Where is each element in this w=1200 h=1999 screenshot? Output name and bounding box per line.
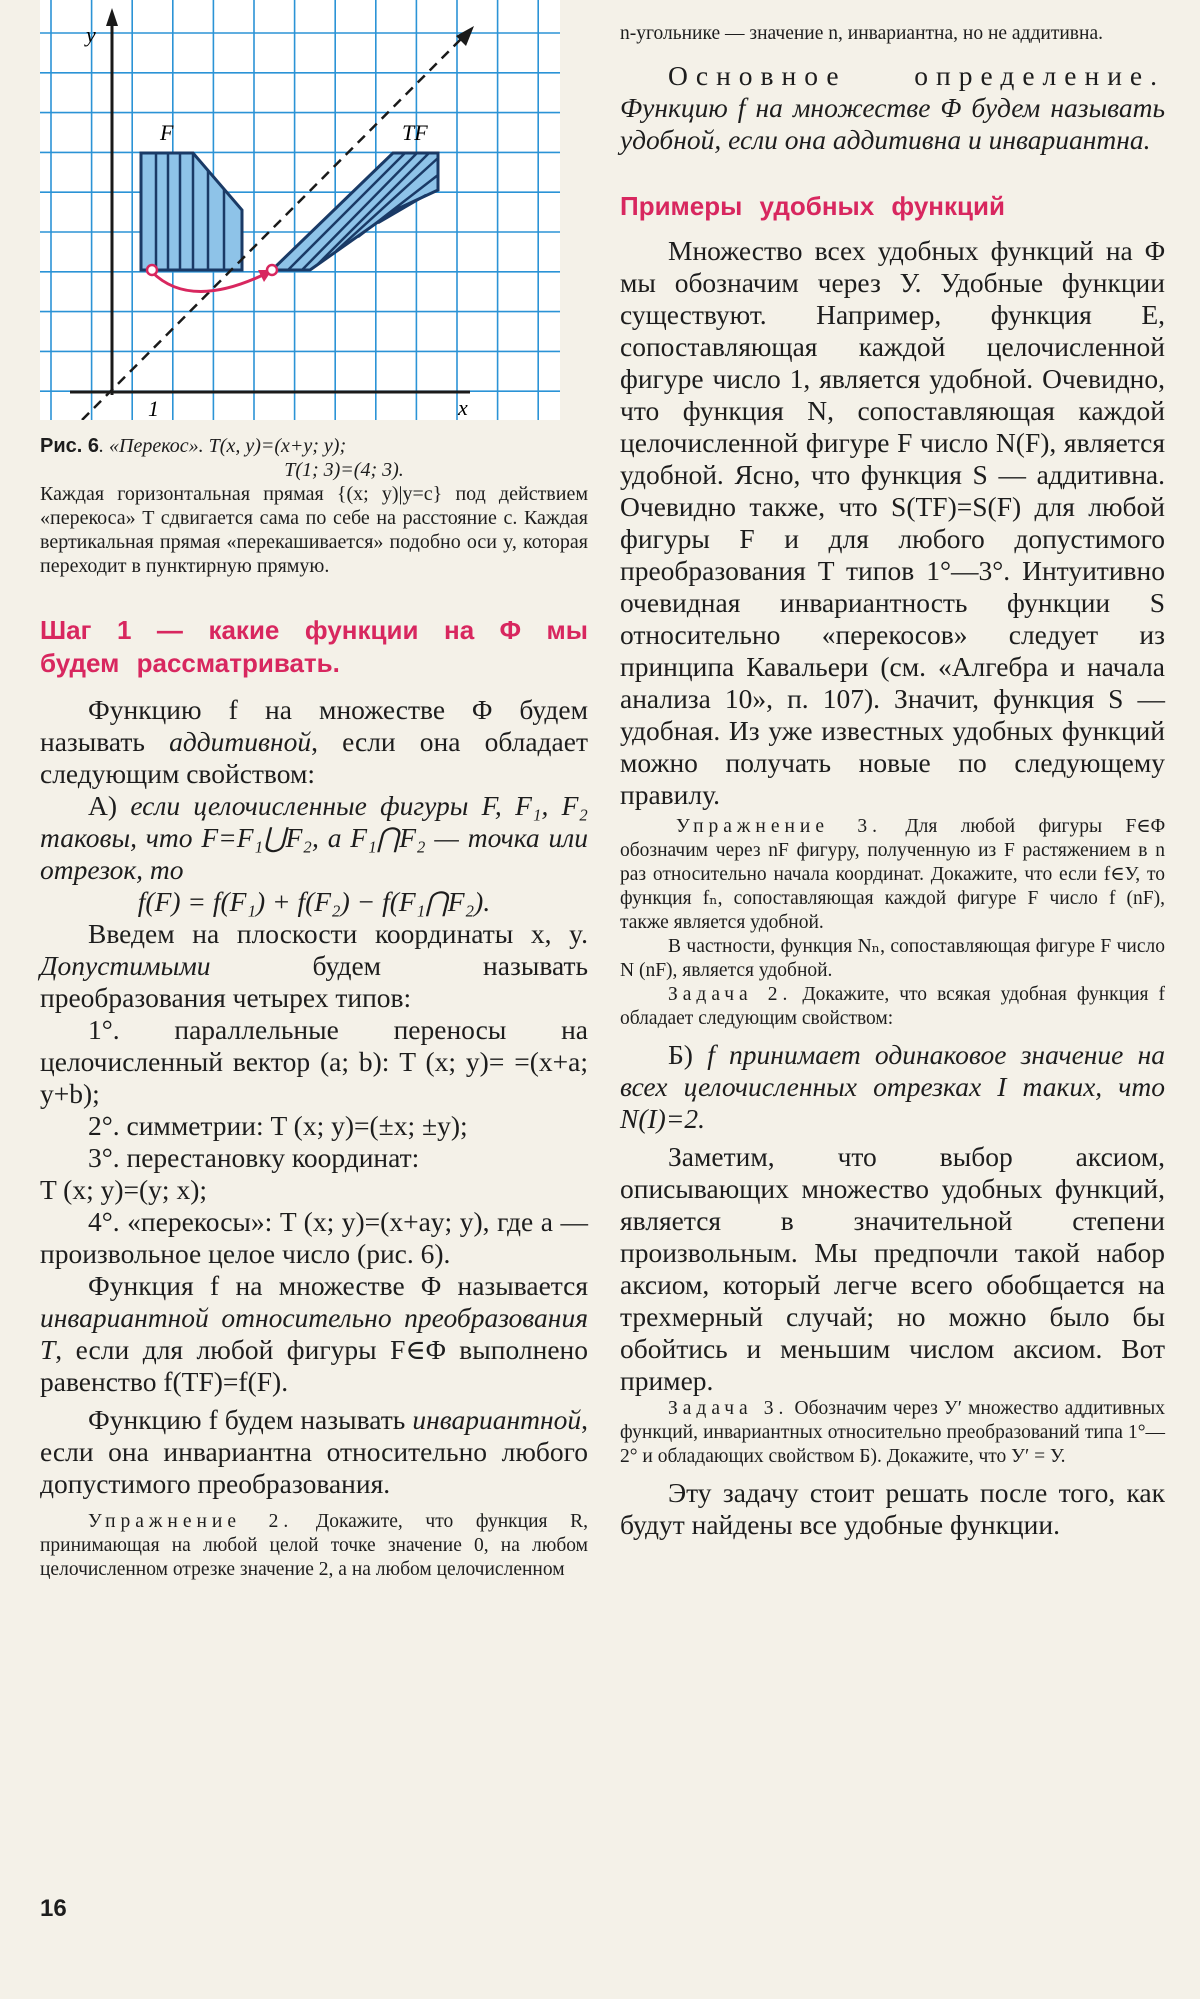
figure-caption-text: Каждая горизонтальная прямая {(x; y)|y=c} под действием «перекоса» T сдвигается сама по себе на расстояние c. Каждая вертикальная прямая «перекашивается» подобно оси y, которая переходит в пунктирную прямую. (40, 483, 588, 577)
property-b: Б) f принимает одинаковое значение на всех целочисленных отрезках I таких, что N(I)=2. (620, 1039, 1165, 1134)
paragraph-invariant-relative: Функция f на множестве Φ называется инвариантной относительно преобразования T, если для любой фигуры F∈Φ выполнено равенство f(TF)=f(F). (40, 1270, 588, 1397)
point-end (267, 265, 277, 275)
figure-caption-line2: T(1; 3)=(4; 3). (284, 459, 404, 481)
section-heading-step1: Шаг 1 — какие функции на Φ мы будем рассматривать. (40, 615, 588, 678)
transform-type-3-formula: T (x; y)=(y; x); (40, 1174, 207, 1205)
property-a: А) если целочисленные фигуры F, F₁, F₂ таковы, что F=F₁⋃F₂, а F₁⋂F₂ — точка или отрезок, то (40, 790, 588, 885)
left-column (40, 0, 588, 1582)
tick-label-one: 1 (148, 396, 159, 420)
right-column (620, 0, 1165, 1541)
paragraph-closing: Эту задачу стоит решать после того, как будут найдены все удобные функции. (620, 1477, 1165, 1540)
transform-type-1: 1°. параллельные переносы на целочисленный вектор (a; b): T (x; y)= =(x+a; y+b); (40, 1014, 588, 1109)
shape-f-label: F (160, 120, 174, 145)
exercise-3-note: В частности, функция Nₙ, сопоставляющая фигуре F число N (nF), является удобной. (620, 936, 1165, 981)
exercise-2-continuation: n-угольнике — значение n, инвариантна, но не аддитивна. (620, 23, 1103, 44)
figure-caption-line1: Рис. 6. «Перекос». T(x, y)=(x+y; y); (40, 435, 347, 457)
figure-6-skew-diagram (40, 0, 560, 420)
section-heading-examples: Примеры удобных функций (620, 191, 1005, 221)
page-number: 16 (40, 1895, 67, 1922)
exercise-3: Упражнение 3. Для любой фигуры F∈Φ обозначим через nF фигуру, полученную из F растяжением в n раз относительно начала координат. Докажите, что если f∈У, то функция fₙ, сопоставляющая каждой фигуре F число f (nF), также является удобной. (620, 816, 1165, 933)
exercise-2: Упражнение 2. Докажите, что функция R, принимающая на любой целой точке значение 0, на любом целочисленном отрезке значение 2, а на любом целочисленном (40, 1511, 588, 1580)
paragraph-examples: Множество всех удобных функций на Φ мы обозначим через У. Удобные функции существуют. Например, функция E, сопоставляющая каждой целочисленной фигуре число 1, является удобной. Очевидно, что функция N, сопоставляющая каждой целочисленной фигуре F число N(F), является удобной. Ясно, что функция S — аддитивна. Очевидно также, что S(TF)=S(F) для любой фигуры F и для любого допустимого преобразования T типов 1°—3°. Интуитивно очевидная инвариантность функции S относительно «перекосов» следует из принципа Кавальери (см. «Алгебра и начала анализа 10», п. 107). Значит, функция S — удобная. Из уже известных удобных функций можно получать новые по следующему правилу. (620, 235, 1165, 810)
transform-type-3: 3°. перестановку координат: (88, 1142, 420, 1173)
transform-type-2: 2°. симметрии: T (x; y)=(±x; ±y); (88, 1110, 468, 1141)
y-axis-label: y (86, 22, 96, 47)
problem-2: Задача 2. Докажите, что всякая удобная функция f обладает следующим свойством: (620, 984, 1165, 1029)
paragraph-additive: Функцию f на множестве Φ будем называть аддитивной, если она обладает следующим свойством: (40, 694, 588, 789)
x-axis-label: x (458, 395, 468, 420)
main-definition: Основное определение. Функцию f на множестве Φ будем называть удобной, если она аддитивна и инвариантна. (620, 60, 1165, 155)
additivity-formula: f(F) = f(F₁) + f(F₂) − f(F₁⋂F₂). (137, 886, 491, 917)
paragraph-admissible: Введем на плоскости координаты x, y. Допустимыми будем называть преобразования четырех типов: (40, 918, 588, 1013)
figure-background (40, 0, 560, 420)
problem-3: Задача 3. Обозначим через У′ множество аддитивных функций, инвариантных относительно преобразований типа 1°—2° и обладающих свойством Б). Докажите, что У′ = У. (620, 1398, 1165, 1467)
transform-type-4: 4°. «перекосы»: T (x; y)=(x+ay; y), где a — произвольное целое число (рис. 6). (40, 1206, 588, 1269)
shape-tf-label: TF (402, 120, 428, 145)
paragraph-axioms: Заметим, что выбор аксиом, описывающих множество удобных функций, является в значительной степени произвольным. Мы предпочли такой набор аксиом, который легче всего обобщается на трехмерный случай; но можно было бы обойтись и меньшим числом аксиом. Вот пример. (620, 1141, 1165, 1396)
paragraph-invariant: Функцию f будем называть инвариантной, если она инвариантна относительно любого допустимого преобразования. (40, 1404, 588, 1499)
point-start (147, 265, 157, 275)
